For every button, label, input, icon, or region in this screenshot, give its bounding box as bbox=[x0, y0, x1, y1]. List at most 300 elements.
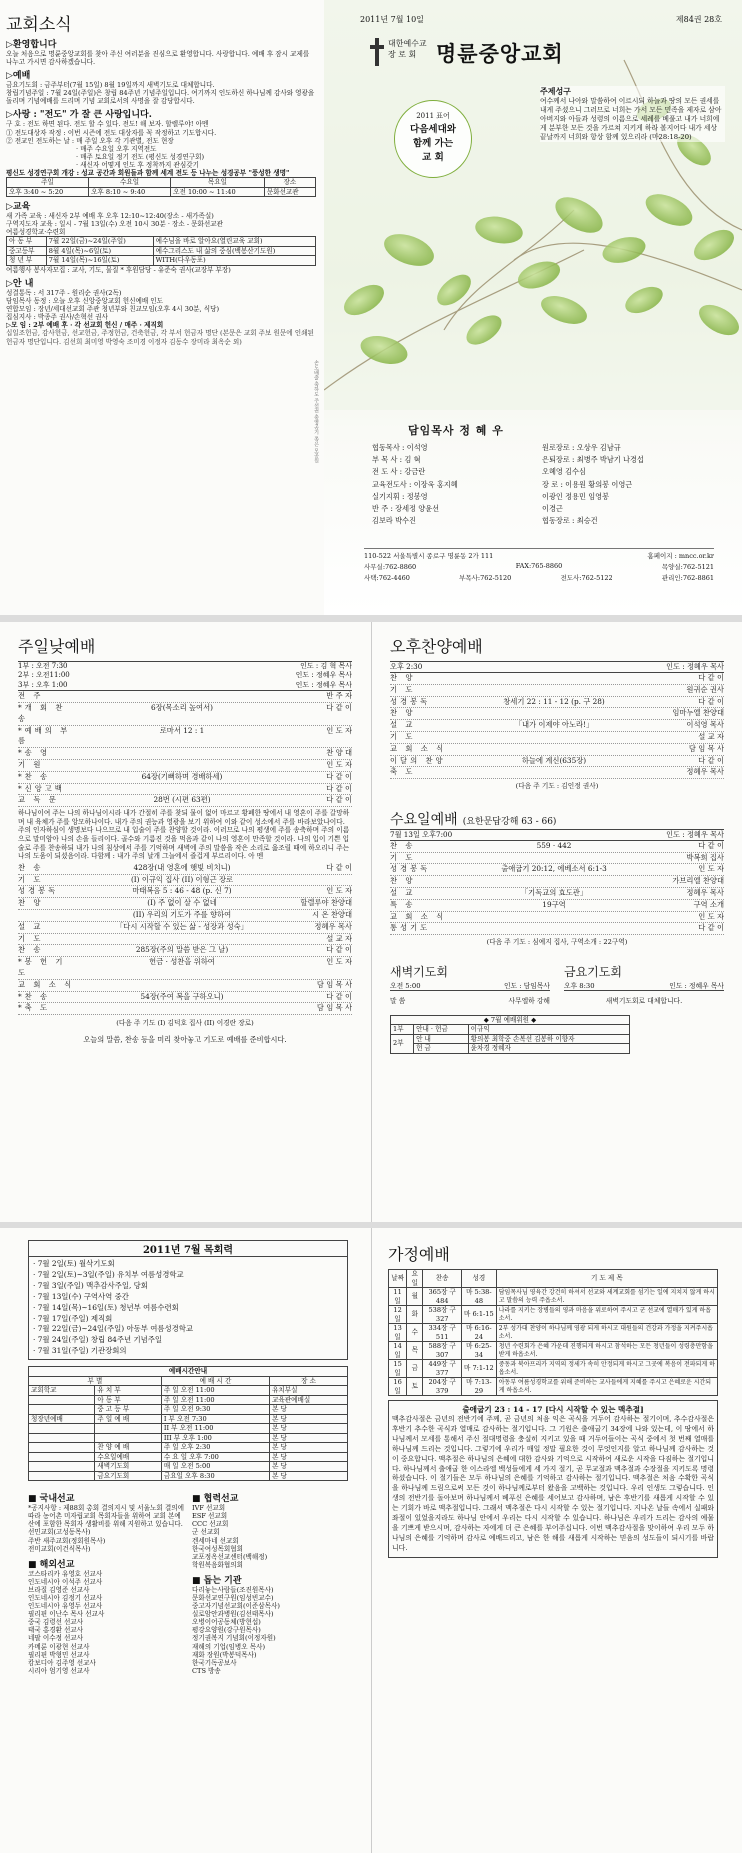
order-content bbox=[76, 1003, 288, 1014]
order-item: 전 주 bbox=[18, 691, 44, 701]
calendar-item: · 7월 13일(수) 구역사역 중간 bbox=[33, 1291, 129, 1301]
schedule-cell: 본 당 bbox=[270, 1443, 348, 1453]
afternoon-title: 오후찬양예배 bbox=[390, 637, 483, 656]
order-leader: 박복희 집사 bbox=[686, 852, 724, 862]
friday-note: 새벽기도회로 대체합니다. bbox=[605, 996, 683, 1005]
family-row bbox=[389, 1342, 718, 1360]
mission-item: · 매주 수요일 오후 지역전도 bbox=[76, 144, 157, 153]
family-header: 찬송 bbox=[423, 1270, 461, 1288]
coop-org: 겐세마네 선교회 bbox=[192, 1536, 239, 1545]
schedule-cell: 수 요 일 오후 7:00 bbox=[161, 1452, 269, 1462]
homepage-link[interactable]: 홈페이지 : mncc.or.kr bbox=[647, 552, 714, 560]
staff-entry: 김보라 박수진 bbox=[372, 516, 416, 526]
staff-entry: 오혜영 김수심 bbox=[542, 467, 586, 477]
order-row bbox=[390, 876, 724, 888]
order-row bbox=[390, 900, 724, 912]
order-item: *찬 송 bbox=[18, 771, 51, 781]
schedule-cell bbox=[29, 1405, 95, 1415]
order-item: 기 도 bbox=[18, 874, 44, 884]
order-leader: 담 임 목 사 bbox=[316, 1003, 352, 1013]
order-item: *개 회 찬 송 bbox=[18, 703, 66, 723]
order-item: 찬 양 bbox=[390, 876, 416, 886]
calendar-title: 2011년 7월 목회력 bbox=[29, 1241, 347, 1257]
calendar-column bbox=[28, 1228, 348, 1853]
schedule-row bbox=[29, 1452, 348, 1462]
camp-cell: 예수그리스도 내 삶의 중심(백봉산기도원) bbox=[153, 246, 315, 256]
order-item: 기 도 bbox=[390, 852, 416, 862]
dawn-title: 새벽기도회 bbox=[390, 964, 448, 979]
order-row bbox=[18, 957, 352, 980]
family-cell: 월 bbox=[407, 1288, 423, 1306]
order-row bbox=[18, 691, 352, 703]
overseas-missionary: 인도네시아 김정기 선교사 bbox=[28, 1594, 103, 1602]
order-leader: 가브리엘 찬양대 bbox=[672, 876, 724, 886]
coop-org: CCC 선교회 bbox=[192, 1520, 229, 1529]
family-cell: 538장 구327 bbox=[423, 1306, 461, 1324]
motto-line: 다음세대와 bbox=[410, 124, 456, 135]
order-row bbox=[390, 744, 724, 756]
family-cell: 목 bbox=[407, 1342, 423, 1360]
schedule-cell: 찬 양 예 배 bbox=[95, 1443, 161, 1453]
order-row bbox=[390, 756, 724, 768]
study-line: 평신도 성경연구회 개강 : 성교 공간과 회원들과 함께 세계 전도 등 나누는 성경공부 "풍성한 생명" bbox=[6, 169, 290, 178]
order-item: *축 도 bbox=[18, 1003, 51, 1013]
church-name: 명륜중앙교회 bbox=[436, 41, 564, 66]
order-content bbox=[76, 980, 288, 991]
family-cell: 청년 수련회가 은혜 가운데 진행되게 하시고 참석하는 모든 청년들이 성령충만함을 받게 하옵소서. bbox=[496, 1342, 717, 1360]
schedule-header: 부 별 bbox=[29, 1376, 162, 1386]
order-item: 찬 송 bbox=[390, 840, 416, 850]
order-row bbox=[390, 864, 724, 876]
denomination-line: 대한예수교 bbox=[388, 39, 427, 48]
overseas-missionary: 시리아 엄기영 선교사 bbox=[28, 1666, 90, 1675]
devotion-title: 출애굽기 23 : 14 - 17 [다시 시작할 수 있는 맥추절] bbox=[462, 1405, 644, 1414]
camp-cell: 아 동 부 bbox=[7, 237, 47, 247]
order-leader: 설 교 자 bbox=[326, 933, 352, 943]
schedule-cell: 수요일예배 bbox=[95, 1452, 161, 1462]
service-leader: 인도 : 김 혁 목사 bbox=[300, 662, 352, 670]
order-row bbox=[18, 863, 352, 875]
order-item: *신앙고백 bbox=[18, 783, 65, 793]
order-content: 54장(주여 복을 구하오니) bbox=[140, 991, 224, 1001]
coop-org: IVF 선교회 bbox=[192, 1504, 226, 1513]
order-content: 428장(내 영혼에 햇빛 비치니) bbox=[133, 862, 231, 872]
order-leader: 다 같 이 bbox=[326, 991, 352, 1001]
schedule-cell: 주 일 오전 11:00 bbox=[161, 1386, 269, 1396]
mission-item: 구 호 : 전도 하면 된다. 전도 할 수 있다. 전도! 해 보자. 할렐루야! 아멘 bbox=[6, 120, 209, 129]
order-item: 기 도 bbox=[390, 731, 416, 741]
motto-line: 함께 가는 bbox=[412, 138, 453, 149]
order-leader: 정혜우 목사 bbox=[686, 767, 724, 777]
next-week-prayer: (다음 주 기도 (I) 김덕호 집사 (II) 이경란 장로) bbox=[116, 1019, 254, 1028]
calendar-item: · 7월 24일(주일) 창립 84주년 기념주일 bbox=[33, 1335, 163, 1345]
family-cell: 334장 구511 bbox=[423, 1324, 461, 1342]
order-item: 특 송 bbox=[390, 899, 416, 909]
worship-item: 금요기도회 : 금주부터(7월 15일) 8월 19일까지 새벽기도로 대체합니다. bbox=[6, 81, 215, 90]
order-row bbox=[390, 673, 724, 685]
schedule-cell: 금요일 오후 8:30 bbox=[161, 1471, 269, 1481]
schedule-cell: 청장년예배 bbox=[29, 1414, 95, 1424]
helper-org: 오병이어공동체(방현섭) bbox=[192, 1618, 261, 1627]
calendar-item: · 7월 2일(토)~3일(주일) 유치부 여름성경학교 bbox=[33, 1269, 184, 1279]
order-row bbox=[18, 726, 352, 749]
order-leader: 다 같 이 bbox=[698, 696, 724, 706]
family-cell: 15일 bbox=[389, 1360, 407, 1378]
overseas-missionary: 필리핀 박형민 선교사 bbox=[28, 1650, 90, 1659]
order-content: 28번 (시편 63편) bbox=[153, 795, 211, 805]
family-row bbox=[389, 1360, 718, 1378]
helper-org: 재화 장원(박봉덕목사) bbox=[192, 1650, 257, 1659]
overseas-missionary: 카메룬 이광현 선교사 bbox=[28, 1642, 90, 1651]
schedule-cell bbox=[95, 1433, 161, 1443]
order-content bbox=[76, 691, 288, 702]
family-cell: 12일 bbox=[389, 1306, 407, 1324]
order-row bbox=[18, 945, 352, 957]
order-row bbox=[390, 708, 724, 720]
wednesday-next: (다음 주 기도 : 심예지 집사, 구역소개 : 22구역) bbox=[486, 938, 628, 947]
schedule-cell: 유 치 부 bbox=[95, 1386, 161, 1396]
order-item: 기 원 bbox=[18, 760, 44, 769]
schedule-row bbox=[29, 1433, 348, 1443]
helper-org: 다리놓는사람들(조진원목사) bbox=[192, 1585, 274, 1594]
order-content: 285장(주의 말씀 받은 그 날) bbox=[135, 945, 229, 955]
back-spread bbox=[0, 1228, 742, 1853]
order-item: 성경봉독 bbox=[390, 696, 431, 706]
mission-item: · 매주 토요일 정기 전도 (평신도 성경연구회) bbox=[76, 152, 205, 161]
service-leader: 인도 : 정혜우 목사 bbox=[295, 680, 352, 689]
mission-item: ② 전교인 전도하는 날 : 매 주일 오후 각 기관별, 전도 현장 bbox=[6, 136, 174, 145]
service-time: 3부 : 오후 1:00 bbox=[18, 680, 68, 689]
dawn-time: 오전 5:00 bbox=[390, 981, 421, 990]
domestic-church: 주반 새주교회(정회원목사) bbox=[28, 1536, 106, 1545]
welcome-text: 오늘 처음으로 명륜중앙교회를 찾아 주신 여러분을 진심으로 환영합니다. 사랑합니다. 예배 후 잠시 교제를 나누고 가시면 감사하겠습니다. bbox=[6, 50, 310, 67]
schedule-cell: 본 당 bbox=[270, 1424, 348, 1434]
family-worship-column bbox=[388, 1228, 718, 1853]
order-row bbox=[18, 898, 352, 910]
order-row bbox=[390, 923, 724, 935]
camp-cell: WITH(다우동포) bbox=[153, 256, 315, 266]
missions-section bbox=[28, 1489, 348, 1675]
order-row bbox=[18, 910, 352, 922]
order-row bbox=[390, 853, 724, 865]
staff-entry: 부 목 사 : 김 혁 bbox=[372, 455, 421, 465]
schedule-row bbox=[29, 1462, 348, 1472]
schedule-row bbox=[29, 1386, 348, 1396]
senior-pastor: 담임목사 정 혜 우 bbox=[408, 424, 504, 437]
study-header: 장소 bbox=[264, 178, 315, 188]
afternoon-meta bbox=[390, 661, 724, 673]
phone-fax: FAX:765-8860 bbox=[515, 562, 563, 570]
schedule-cell: 금요기도회 bbox=[95, 1471, 161, 1481]
order-content: 하늘에 계신(635장) bbox=[521, 755, 587, 765]
phone-manse: 사택:762-4460 bbox=[364, 574, 410, 582]
order-item: 찬 양 bbox=[390, 708, 416, 718]
order-content: 창세기 22 : 11 - 12 (p. 구 28) bbox=[503, 696, 605, 706]
family-cell: 588장 구307 bbox=[423, 1342, 461, 1360]
worship-heading: ▷예배 bbox=[6, 71, 31, 82]
domestic-church: 전미교회(이건식목사) bbox=[28, 1544, 91, 1553]
staff-entry: 전 도 사 : 강금란 bbox=[372, 467, 426, 477]
friday-leader: 인도 : 정혜우 목사 bbox=[669, 981, 724, 990]
schedule-cell: I 부 오전 7:30 bbox=[161, 1414, 269, 1424]
order-content: 「내가 이제야 아노라!」 bbox=[514, 720, 594, 730]
order-item: 이달의 찬양 bbox=[390, 755, 446, 765]
committee-cell: 헌 금 bbox=[414, 1044, 469, 1054]
order-item: 교 독 문 bbox=[18, 795, 59, 805]
coop-org: 군 선교회 bbox=[192, 1528, 220, 1537]
wednesday-leader: 인도 : 정혜우 목사 bbox=[666, 829, 724, 839]
order-leader: 다 같 이 bbox=[326, 703, 352, 713]
order-row bbox=[390, 732, 724, 744]
family-cell: 수 bbox=[407, 1324, 423, 1342]
contact-block bbox=[364, 548, 714, 582]
order-leader: 인 도 자 bbox=[326, 725, 352, 735]
overseas-missionary: 태국 홍경환 선교사 bbox=[28, 1626, 84, 1635]
phone-pastor-office: 목양실:762-5121 bbox=[661, 563, 714, 571]
staff-list bbox=[372, 442, 712, 527]
bulletin-cover-spread bbox=[0, 0, 742, 615]
mission-item: · 새신자 어떻게 인도 후 정착까지 관심갖기 bbox=[76, 160, 199, 169]
order-leader bbox=[288, 875, 352, 886]
meeting-heading: ▷모 임 : 2부 예배 후 · 각 선교회 헌신 / 매주 · 제직회 bbox=[6, 321, 164, 330]
staff-row bbox=[372, 479, 712, 491]
responsive-reading: 하나님이여 주는 나의 하나님이시라 내가 간절히 주를 찾되 물이 없어 마르고 황폐한 땅에서 내 영혼이 주를 갈망하며 내 육체가 주를 앙모하나이다. 내가 주의 권능과 영광을 보기 위하여 이와 같이 성소에서 주를 바라보았나이다. 주의 인자하심이 생명보다 나으므로 내 입술이 주를 찬양할 것이라. 이러므로 나의 평생에 주를 송축하며 주의 이름으로 말미암아 나의 손을 들리이다. 골수와 기름진 것을 먹음과 같이 나의 영혼이 만족할 것이라. 나의 입이 기쁜 입술로 주를 찬송하되 내가 나의 침상에서 주를 기억하며 새벽에 주의 말씀을 작은 소리로 읊조릴 때에 하오리니 주는 나의 도움이 되셨음이라. 다함께 : 내가 주의 날개 그늘에서 즐겁게 부르리이다. 아 멘 bbox=[18, 809, 350, 861]
coop-org: 학원복음화협의회 bbox=[192, 1560, 243, 1569]
theme-title: 주제성구 bbox=[540, 86, 571, 96]
family-header: 기 도 제 목 bbox=[496, 1270, 717, 1288]
order-content bbox=[448, 708, 660, 719]
order-content: 19구역 bbox=[542, 899, 566, 909]
schedule-cell bbox=[29, 1395, 95, 1405]
denomination-line: 장 로 회 bbox=[388, 50, 417, 59]
order-item: 찬 양 bbox=[390, 673, 416, 682]
schedule-row bbox=[29, 1405, 348, 1415]
order-row bbox=[18, 772, 352, 784]
missions-left bbox=[28, 1489, 184, 1675]
study-header: 목요일 bbox=[171, 178, 265, 188]
cross-icon bbox=[370, 38, 384, 66]
family-row bbox=[389, 1378, 718, 1396]
overseas-missionary: 중국 김령선 선교사 bbox=[28, 1618, 84, 1627]
afternoon-leader: 인도 : 정혜우 목사 bbox=[666, 662, 724, 671]
family-header: 날짜 bbox=[389, 1270, 407, 1288]
order-leader: 다 같 이 bbox=[326, 771, 352, 781]
family-table bbox=[388, 1269, 718, 1396]
schedule-cell: 본 당 bbox=[270, 1462, 348, 1472]
committee-cell: 안 내 bbox=[414, 1034, 469, 1044]
staff-row bbox=[372, 515, 712, 527]
welcome-heading: ▷환영합니다 bbox=[6, 40, 57, 50]
phone-manager: 관리인:762-8861 bbox=[661, 574, 714, 582]
family-cell: 204장 구379 bbox=[423, 1378, 461, 1396]
committee-title: ◆ 7월 예배위원 ◆ bbox=[391, 1015, 630, 1025]
vertical-stamp: 손도배출 축하도 주선권 충영공기 쪽은 모공원 bbox=[313, 360, 319, 463]
service-time: 1부 : 오전 7:30 bbox=[18, 662, 68, 670]
service-leader: 인도 : 정혜우 목사 bbox=[295, 671, 352, 680]
order-item: *송 영 bbox=[18, 748, 51, 758]
family-cell: 마 6:1-15 bbox=[461, 1306, 496, 1324]
calendar-item: · 7월 31일(주일) 기관장회의 bbox=[33, 1346, 127, 1356]
order-content bbox=[448, 732, 660, 743]
staff-entry: 반 주 : 장세정 양윤선 bbox=[372, 504, 440, 514]
order-item: 설 교 bbox=[390, 887, 416, 897]
overseas-missionary: 필리핀 이난수 목사 선교사 bbox=[28, 1610, 105, 1619]
order-item: 설 교 bbox=[390, 720, 416, 730]
schedule-cell: 본 당 bbox=[270, 1414, 348, 1424]
family-cell: 13일 bbox=[389, 1324, 407, 1342]
order-item: 찬 양 bbox=[18, 898, 44, 908]
helper-org: 재해의 기업(임병오 목사) bbox=[192, 1642, 266, 1651]
order-leader: 이석영 목사 bbox=[686, 720, 724, 730]
order-item: 성경봉독 bbox=[18, 886, 59, 896]
order-row bbox=[18, 1003, 352, 1015]
staff-row bbox=[372, 503, 712, 515]
sunday-worship-column bbox=[18, 622, 352, 1222]
family-cell: 2부 성가대 찬양이 하나님께 영광 되게 하시고 대원들의 건강과 가정을 지켜주시옵소서. bbox=[496, 1324, 717, 1342]
family-cell: 마 5:38-48 bbox=[461, 1288, 496, 1306]
order-content bbox=[448, 912, 660, 923]
order-item: 설 교 bbox=[18, 921, 44, 931]
committee-cell: 이규익 bbox=[468, 1025, 629, 1035]
order-leader: 할렐루야 찬양대 bbox=[300, 898, 352, 908]
study-cell: 문화선교관 bbox=[264, 187, 315, 197]
staff-entry: 교육전도사 : 이장욱 홍지혜 bbox=[372, 479, 458, 489]
order-row bbox=[390, 912, 724, 924]
order-content: 64장(기뻐하며 경배하세) bbox=[141, 771, 223, 781]
order-item: 기 도 bbox=[390, 684, 416, 694]
study-cell: 오후 3:40 ~ 5:20 bbox=[7, 187, 89, 197]
study-header: 수요일 bbox=[89, 178, 171, 188]
order-content bbox=[448, 673, 660, 684]
order-row bbox=[18, 795, 352, 807]
family-cell: 365장 구484 bbox=[423, 1288, 461, 1306]
family-cell: 11일 bbox=[389, 1288, 407, 1306]
order-item: 교 회 소 식 bbox=[18, 979, 75, 989]
schedule-cell: II 부 오전 11:00 bbox=[161, 1424, 269, 1434]
family-cell: 마 7:13-29 bbox=[461, 1378, 496, 1396]
family-header: 요일 bbox=[407, 1270, 423, 1288]
study-header: 주일 bbox=[7, 178, 89, 188]
order-content: (I) 주 없이 살 수 없네 bbox=[147, 898, 217, 908]
dawn-leader: 인도 : 담임목사 bbox=[503, 981, 550, 990]
missions-right bbox=[192, 1489, 348, 1675]
order-content: 「기독교의 효도관」 bbox=[520, 887, 588, 897]
footer-notice: 오늘의 말씀, 찬송 등을 미리 찾아놓고 기도로 예배를 준비합시다. bbox=[83, 1034, 287, 1044]
order-item: *예배의 부름 bbox=[18, 725, 71, 746]
order-content bbox=[76, 760, 288, 771]
staff-entry: 이광인 정용민 임영봉 bbox=[542, 491, 610, 501]
committee-table bbox=[390, 1015, 630, 1054]
coop-title: ■ 협력선교 bbox=[192, 1494, 239, 1505]
schedule-row bbox=[29, 1471, 348, 1481]
coop-org: 교포정옥선교센터(백해정) bbox=[192, 1552, 268, 1561]
education-item: 여름성경학교·수련회 bbox=[6, 228, 66, 237]
monthly-calendar bbox=[28, 1240, 348, 1360]
schedule-cell: III 부 오후 1:00 bbox=[161, 1433, 269, 1443]
family-cell: 14일 bbox=[389, 1342, 407, 1360]
helper-org: CTS 방송 bbox=[192, 1666, 221, 1675]
family-cell: 나라를 지키는 장병들의 영과 마음을 위로하여 주시고 군 선교에 열매가 있게 하옵소서. bbox=[496, 1306, 717, 1324]
calendar-item: · 7월 22일(금)~24일(주일) 아동부 여름성경학교 bbox=[33, 1324, 194, 1334]
order-leader: 인 도 자 bbox=[698, 864, 724, 874]
order-row bbox=[18, 934, 352, 946]
education-item: 새 가족 교육 : 새신자 2부 예배 후 오후 12:10~12:40(장소 - 새가족실) bbox=[6, 212, 214, 221]
denomination bbox=[388, 38, 427, 60]
service-times bbox=[18, 661, 352, 691]
guide-item: 담임목사 동정 : 오늘 오후 신앙중앙교회 헌신예배 인도 bbox=[6, 297, 164, 306]
devotion-text: 맥추감사절은 금년의 전반기에 주께, 곧 금년의 처음 익은 곡식을 거두어 감사하는 절기이며, 추수감사절은 후반기 추수한 곡식과 열매로 감사하는 절기입니다. 그 기원은 출애굽기 34장에 나와 있는데, 이 땅에서 하나님께서 모세를 통해서 주신 절대명령을 충실히 지키고 있을 때 거두어들이는 곡식 중에서 첫 번째 열매를 하나님께 드리는 것입니다. 그렇기에 우리가 매일 정말 필요한 것이 무엇인지를 알고 하나님께 감사하는 것이 중요합니다. 맥추절은 하나님의 은혜에 대한 감사와 기억으로 시작하여 새로운 시작을 다짐하는 절기입니다. 하나님께서 출애굽 한 이스라엘 백성들에게 세 가지 절기, 곧 무교절과 맥추절과 수장절을 지키도록 명령하셨습니다. 이 절기들은 모두 하나님의 은혜를 기억하고 감사하는 절기입니다. 맥추절은 처음 수확한 곡식을 하나님께 드림으로써 모든 것이 하나님께로부터 왔음을 고백하는 것입니다. 우리 인생도 그렇습니다. 인생의 전반기를 돌아보며 하나님께서 베푸신 은혜를 세어보고 감사하며, 남은 후반기를 새롭게 시작할 수 있는 기회가 바로 맥추절입니다. 그래서 맥추절은 다시 시작할 수 있는 절기입니다. 지나온 날들 속에서 실패와 좌절이 있었을지라도 하나님 안에서 우리는 다시 시작할 수 있습니다. 하나님은 우리가 드리는 감사의 예물을 기쁘게 받으시며, 감사하는 자에게 더 큰 은혜를 부어주십니다. 이번 맥추감사절을 맞이하여 우리 모두 하나님의 은혜를 기억하며 감사로 예배드리고, 남은 한 해를 새롭게 시작하는 믿음의 성도들이 되시기를 바랍니다. bbox=[392, 1415, 714, 1552]
order-content bbox=[448, 923, 660, 934]
order-leader: 인 도 자 bbox=[326, 886, 352, 896]
helper-org: 중고자기념선교회(이준삼목사) bbox=[192, 1602, 280, 1611]
family-row bbox=[389, 1306, 718, 1324]
schedule-cell: 새벽기도회 bbox=[95, 1462, 161, 1472]
motto-year: 2011 표어 bbox=[416, 112, 450, 120]
staff-entry: 은퇴장로 : 최병주 박남기 나경섭 bbox=[542, 455, 644, 465]
schedule-cell: 교회학교 bbox=[29, 1386, 95, 1396]
committee-cell: 안내 · 헌금 bbox=[414, 1025, 469, 1035]
calendar-item: · 7월 14일(목)~16일(토) 청년부 여름수련회 bbox=[33, 1302, 179, 1312]
family-title: 가정예배 bbox=[388, 1245, 450, 1264]
staff-entry: 협동장로 : 최승건 bbox=[542, 516, 598, 526]
order-row bbox=[390, 888, 724, 900]
afternoon-time: 오후 2:30 bbox=[390, 662, 423, 671]
schedule-cell bbox=[29, 1452, 95, 1462]
order-content bbox=[448, 685, 660, 696]
worship-item: 창립기념주일 : 7월 24일(주일)은 창립 84주년 기념주일입니다. 여기까지 인도하신 하나님께 감사와 영광을 돌리며 기념예배를 드리며 기념 교회로서의 사명을 잘 감당합시다. bbox=[6, 89, 315, 106]
order-content bbox=[448, 767, 660, 778]
schedule-cell: 주 일 예 배 bbox=[95, 1414, 161, 1424]
helper-org-list bbox=[192, 1586, 348, 1675]
helpers-title: ■ 돕는 기관 bbox=[192, 1575, 242, 1586]
order-leader: 찬 양 대 bbox=[326, 748, 352, 758]
schedule-row bbox=[29, 1424, 348, 1434]
summer-volunteer: 여름행사 봉사자모집 : 교사, 기도, 물질 * 후원담당 - 유준숙 권사(교장부 부장) bbox=[6, 265, 231, 274]
order-item: 찬 송 bbox=[18, 862, 44, 872]
order-content bbox=[76, 748, 288, 759]
order-item: *찬 송 bbox=[18, 991, 51, 1001]
mission-heading: ▷사랑 : "전도" 가 잘 큰 사랑입니다. bbox=[6, 110, 152, 121]
dawn-prayer bbox=[390, 963, 550, 1005]
overseas-missionary: 네팔 이수정 선교사 bbox=[28, 1634, 84, 1643]
helper-org: 한국기독공보사 bbox=[192, 1658, 237, 1667]
family-row bbox=[389, 1324, 718, 1342]
sunday-title: 주일낮예배 bbox=[18, 637, 96, 656]
order-leader: 다 같 이 bbox=[326, 945, 352, 955]
schedule-cell: 교육관예배실 bbox=[270, 1395, 348, 1405]
committee-cell: 윤차경 정혜자 bbox=[468, 1044, 629, 1054]
order-leader: 다 같 이 bbox=[698, 840, 724, 850]
overseas-missionary-list bbox=[28, 1570, 184, 1675]
church-news-column bbox=[6, 0, 316, 615]
committee-cell: 황의봉 최학중 손복선 김봉하 이향자 bbox=[468, 1034, 629, 1044]
news-title: 교회소식 bbox=[6, 15, 72, 35]
committee-cell: 1부 bbox=[391, 1025, 414, 1035]
order-row bbox=[18, 992, 352, 1004]
service-time: 2부 : 오전11:00 bbox=[18, 671, 70, 680]
order-row bbox=[390, 767, 724, 779]
order-content bbox=[448, 876, 660, 887]
theme-verse bbox=[540, 86, 725, 142]
order-leader: 임마누엘 찬양대 bbox=[672, 708, 724, 718]
staff-row bbox=[372, 491, 712, 503]
overseas-title: ■ 해외선교 bbox=[28, 1559, 75, 1570]
order-item: 찬 송 bbox=[18, 945, 44, 955]
staff-row bbox=[372, 442, 712, 454]
schedule-cell bbox=[29, 1462, 95, 1472]
family-cell: 마 6:25-34 bbox=[461, 1342, 496, 1360]
camp-cell: 청 년 부 bbox=[7, 256, 47, 266]
